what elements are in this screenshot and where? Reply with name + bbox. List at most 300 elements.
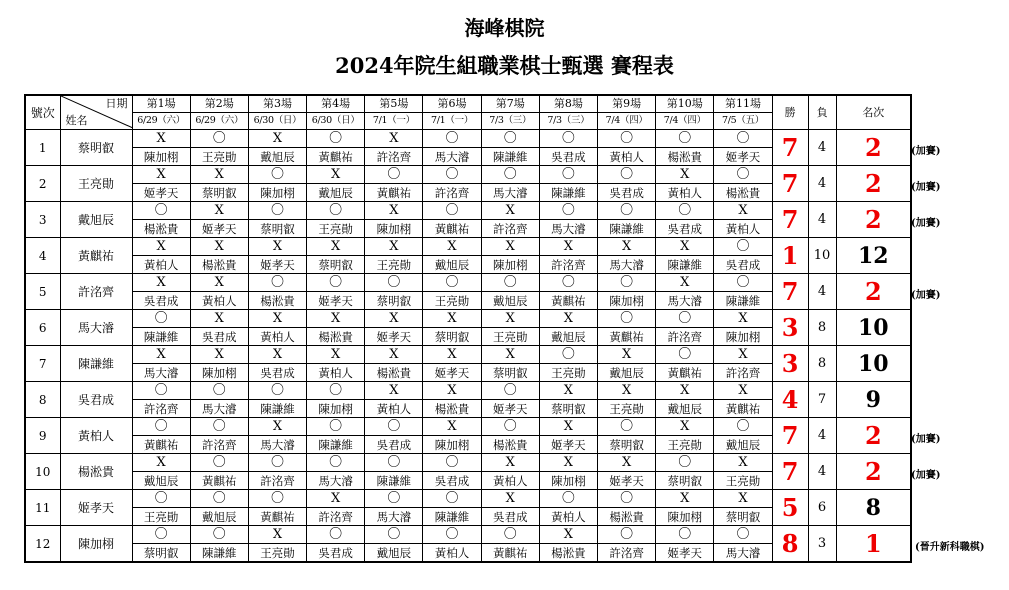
- opponent-name: 陳謙維: [248, 400, 306, 418]
- opponent-name: 王亮勛: [132, 508, 190, 526]
- opponent-name: 黃柏人: [656, 184, 714, 202]
- opponent-name: 黃麒祐: [598, 328, 656, 346]
- game-result: X: [365, 238, 423, 256]
- opponent-name: 戴旭辰: [423, 256, 481, 274]
- date-label: 6/30（日）: [248, 113, 306, 130]
- game-result: X: [190, 346, 248, 364]
- opponent-name: 陳謙維: [656, 256, 714, 274]
- player-row: [25, 418, 911, 436]
- game-result: 〇: [656, 130, 714, 148]
- game-result: 〇: [190, 490, 248, 508]
- opponent-name: 許洺齊: [190, 436, 248, 454]
- player-name: 黃柏人: [60, 418, 132, 454]
- game-result: X: [598, 238, 656, 256]
- row-note: (加賽): [911, 217, 941, 229]
- opponent-name: 陳加栩: [132, 148, 190, 166]
- player-number: 8: [25, 382, 60, 418]
- game-result: 〇: [190, 454, 248, 472]
- opponent-name: 黃柏人: [481, 472, 539, 490]
- opponent-name: 黃柏人: [423, 544, 481, 563]
- game-result: X: [190, 274, 248, 292]
- game-result: 〇: [423, 274, 481, 292]
- opponent-name: 楊淞貴: [190, 256, 248, 274]
- opponent-name: 楊淞貴: [307, 328, 365, 346]
- player-name: 許洺齊: [60, 274, 132, 310]
- game-result: X: [539, 310, 597, 328]
- game-result: X: [656, 166, 714, 184]
- opponent-name: 楊淞貴: [132, 220, 190, 238]
- date-label: 7/3（三）: [481, 113, 539, 130]
- game-result: 〇: [307, 454, 365, 472]
- opponent-name: 王亮勛: [423, 292, 481, 310]
- player-name: 黃麒祐: [60, 238, 132, 274]
- game-result: 〇: [365, 454, 423, 472]
- game-result: X: [656, 238, 714, 256]
- game-result: X: [307, 490, 365, 508]
- game-result: 〇: [539, 346, 597, 364]
- wins-count: 3: [772, 346, 808, 382]
- game-result: 〇: [190, 526, 248, 544]
- wins-count: 4: [772, 382, 808, 418]
- game-result: 〇: [714, 166, 772, 184]
- opponent-name: 馬大濬: [539, 220, 597, 238]
- round-label: 第6場: [423, 95, 481, 113]
- game-result: X: [132, 238, 190, 256]
- header-date-name: [60, 95, 132, 130]
- opponent-name: 黃柏人: [365, 400, 423, 418]
- page-subtitle: 2024年院生組職業棋士甄選 賽程表: [335, 53, 674, 78]
- game-result: X: [656, 274, 714, 292]
- opponent-name: 陳加栩: [190, 364, 248, 382]
- opponent-name: 蔡明叡: [714, 508, 772, 526]
- row-note: (加賽): [911, 145, 941, 157]
- player-name: 楊淞貴: [60, 454, 132, 490]
- opponent-name: 戴旭辰: [190, 508, 248, 526]
- player-number: 10: [25, 454, 60, 490]
- opponent-name: 陳謙維: [307, 436, 365, 454]
- opponent-name: 吳君成: [714, 256, 772, 274]
- opponent-name: 馬大濬: [656, 292, 714, 310]
- rank-value: 2: [836, 418, 911, 454]
- opponent-name: 蔡明叡: [307, 256, 365, 274]
- opponent-name: 戴旭辰: [248, 148, 306, 166]
- opponent-name: 許洺齊: [132, 400, 190, 418]
- game-result: 〇: [539, 274, 597, 292]
- opponent-name: 陳加栩: [481, 256, 539, 274]
- game-result: X: [598, 382, 656, 400]
- player-row: [25, 130, 911, 148]
- game-result: X: [656, 418, 714, 436]
- game-result: X: [190, 202, 248, 220]
- game-result: 〇: [248, 382, 306, 400]
- player-name: 蔡明叡: [60, 130, 132, 166]
- header-wins: 勝: [772, 95, 808, 130]
- opponent-name: 吳君成: [132, 292, 190, 310]
- game-result: 〇: [190, 418, 248, 436]
- game-result: 〇: [248, 274, 306, 292]
- player-number: 11: [25, 490, 60, 526]
- game-result: X: [423, 310, 481, 328]
- game-result: 〇: [539, 166, 597, 184]
- game-result: X: [132, 274, 190, 292]
- game-result: 〇: [481, 130, 539, 148]
- opponent-name: 蔡明叡: [132, 544, 190, 563]
- player-number: 6: [25, 310, 60, 346]
- game-result: 〇: [248, 490, 306, 508]
- opponent-name: 許洺齊: [539, 256, 597, 274]
- game-result: 〇: [132, 490, 190, 508]
- player-row: [25, 202, 911, 220]
- game-result: 〇: [423, 166, 481, 184]
- round-label: 第5場: [365, 95, 423, 113]
- losses-count: 4: [808, 130, 836, 166]
- game-result: 〇: [132, 418, 190, 436]
- opponent-name: 戴旭辰: [598, 364, 656, 382]
- wins-count: 7: [772, 418, 808, 454]
- game-result: 〇: [307, 418, 365, 436]
- rank-value: 2: [836, 166, 911, 202]
- header-rank: 名次: [836, 95, 911, 130]
- game-result: 〇: [481, 382, 539, 400]
- game-result: X: [307, 346, 365, 364]
- opponent-name: 陳加栩: [539, 472, 597, 490]
- opponent-name: 馬大濬: [248, 436, 306, 454]
- opponent-name: 姬孝天: [714, 148, 772, 166]
- opponent-name: 楊淞貴: [365, 364, 423, 382]
- game-result: X: [598, 346, 656, 364]
- opponent-name: 王亮勛: [598, 400, 656, 418]
- opponent-name: 許洺齊: [365, 148, 423, 166]
- game-result: 〇: [307, 274, 365, 292]
- opponent-name: 黃柏人: [598, 148, 656, 166]
- opponent-name: 姬孝天: [481, 400, 539, 418]
- game-result: 〇: [598, 310, 656, 328]
- player-row: [25, 238, 911, 256]
- opponent-name: 蔡明叡: [539, 400, 597, 418]
- player-row: [25, 346, 911, 364]
- opponent-name: 黃柏人: [190, 292, 248, 310]
- rank-value: 2: [836, 454, 911, 490]
- game-result: X: [539, 454, 597, 472]
- game-result: X: [248, 526, 306, 544]
- game-result: 〇: [365, 166, 423, 184]
- rank-value: 2: [836, 130, 911, 166]
- game-result: 〇: [539, 490, 597, 508]
- opponent-name: 許洺齊: [423, 184, 481, 202]
- player-name: 戴旭辰: [60, 202, 132, 238]
- opponent-name: 許洺齊: [481, 220, 539, 238]
- round-label: 第11場: [714, 95, 772, 113]
- wins-count: 7: [772, 202, 808, 238]
- player-row: [25, 454, 911, 472]
- opponent-name: 姬孝天: [132, 184, 190, 202]
- game-result: X: [481, 490, 539, 508]
- game-result: 〇: [598, 130, 656, 148]
- opponent-name: 吳君成: [190, 328, 248, 346]
- row-note: (加賽): [911, 469, 941, 481]
- game-result: X: [714, 310, 772, 328]
- opponent-name: 王亮勛: [248, 544, 306, 563]
- opponent-name: 許洺齊: [307, 508, 365, 526]
- opponent-name: 陳加栩: [598, 292, 656, 310]
- header-name-label: 姓名: [65, 114, 88, 127]
- wins-count: 3: [772, 310, 808, 346]
- opponent-name: 黃麒祐: [307, 148, 365, 166]
- player-number: 2: [25, 166, 60, 202]
- game-result: X: [423, 418, 481, 436]
- round-label: 第4場: [307, 95, 365, 113]
- opponent-name: 姬孝天: [365, 328, 423, 346]
- opponent-name: 姬孝天: [248, 256, 306, 274]
- opponent-name: 姬孝天: [190, 220, 248, 238]
- game-result: X: [714, 382, 772, 400]
- game-result: X: [539, 526, 597, 544]
- game-result: X: [248, 346, 306, 364]
- opponent-name: 馬大濬: [190, 400, 248, 418]
- opponent-name: 黃麒祐: [714, 400, 772, 418]
- game-result: X: [132, 346, 190, 364]
- wins-count: 8: [772, 526, 808, 563]
- game-result: X: [714, 202, 772, 220]
- player-number: 7: [25, 346, 60, 382]
- round-label: 第10場: [656, 95, 714, 113]
- rank-value: 1: [836, 526, 911, 563]
- losses-count: 10: [808, 238, 836, 274]
- game-result: 〇: [190, 130, 248, 148]
- opponent-name: 王亮勛: [539, 364, 597, 382]
- game-result: 〇: [423, 526, 481, 544]
- round-label: 第9場: [598, 95, 656, 113]
- game-result: 〇: [307, 526, 365, 544]
- opponent-name: 陳謙維: [714, 292, 772, 310]
- round-label: 第1場: [132, 95, 190, 113]
- game-result: 〇: [656, 526, 714, 544]
- opponent-name: 陳加栩: [714, 328, 772, 346]
- opponent-name: 姬孝天: [307, 292, 365, 310]
- wins-count: 7: [772, 166, 808, 202]
- rank-value: 12: [836, 238, 911, 274]
- opponent-name: 蔡明叡: [598, 436, 656, 454]
- player-name: 陳謙維: [60, 346, 132, 382]
- wins-count: 1: [772, 238, 808, 274]
- opponent-name: 黃麒祐: [190, 472, 248, 490]
- date-label: 7/4（四）: [656, 113, 714, 130]
- game-result: X: [423, 346, 481, 364]
- rank-value: 10: [836, 310, 911, 346]
- opponent-name: 吳君成: [423, 472, 481, 490]
- losses-count: 4: [808, 274, 836, 310]
- opponent-name: 楊淞貴: [714, 184, 772, 202]
- game-result: X: [714, 490, 772, 508]
- wins-count: 5: [772, 490, 808, 526]
- game-result: X: [132, 166, 190, 184]
- game-result: X: [656, 490, 714, 508]
- opponent-name: 許洺齊: [248, 472, 306, 490]
- game-result: X: [365, 310, 423, 328]
- opponent-name: 吳君成: [365, 436, 423, 454]
- opponent-name: 陳謙維: [423, 508, 481, 526]
- schedule-table: [24, 94, 912, 563]
- row-note: (加賽): [911, 181, 941, 193]
- rank-value: 8: [836, 490, 911, 526]
- game-result: 〇: [714, 130, 772, 148]
- wins-count: 7: [772, 130, 808, 166]
- game-result: X: [248, 238, 306, 256]
- game-result: 〇: [656, 202, 714, 220]
- opponent-name: 蔡明叡: [365, 292, 423, 310]
- player-row: [25, 526, 911, 544]
- losses-count: 4: [808, 202, 836, 238]
- player-row: [25, 490, 911, 508]
- game-result: X: [481, 346, 539, 364]
- opponent-name: 戴旭辰: [307, 184, 365, 202]
- date-label: 6/30（日）: [307, 113, 365, 130]
- header-losses: 負: [808, 95, 836, 130]
- game-result: 〇: [598, 418, 656, 436]
- game-result: 〇: [132, 382, 190, 400]
- game-result: X: [714, 454, 772, 472]
- opponent-name: 楊淞貴: [539, 544, 597, 563]
- game-result: 〇: [307, 382, 365, 400]
- game-result: X: [365, 382, 423, 400]
- game-result: X: [190, 238, 248, 256]
- game-result: X: [481, 454, 539, 472]
- opponent-name: 王亮勛: [656, 436, 714, 454]
- opponent-name: 姬孝天: [656, 544, 714, 563]
- player-number: 3: [25, 202, 60, 238]
- opponent-name: 陳加栩: [307, 400, 365, 418]
- game-result: X: [423, 382, 481, 400]
- player-name: 吳君成: [60, 382, 132, 418]
- opponent-name: 蔡明叡: [481, 364, 539, 382]
- opponent-name: 吳君成: [307, 544, 365, 563]
- losses-count: 4: [808, 418, 836, 454]
- round-label: 第8場: [539, 95, 597, 113]
- date-label: 7/1（一）: [365, 113, 423, 130]
- opponent-name: 陳謙維: [132, 328, 190, 346]
- game-result: 〇: [423, 130, 481, 148]
- opponent-name: 許洺齊: [656, 328, 714, 346]
- opponent-name: 王亮勛: [481, 328, 539, 346]
- opponent-name: 馬大濬: [307, 472, 365, 490]
- date-label: 7/5（五）: [714, 113, 772, 130]
- game-result: 〇: [365, 418, 423, 436]
- player-row: [25, 166, 911, 184]
- game-result: X: [132, 454, 190, 472]
- game-result: X: [365, 130, 423, 148]
- game-result: X: [365, 346, 423, 364]
- game-result: 〇: [307, 130, 365, 148]
- rank-value: 9: [836, 382, 911, 418]
- game-result: 〇: [365, 274, 423, 292]
- game-result: X: [423, 238, 481, 256]
- opponent-name: 陳加栩: [423, 436, 481, 454]
- row-note: (加賽): [911, 433, 941, 445]
- game-result: 〇: [656, 454, 714, 472]
- row-note: (加賽): [911, 289, 941, 301]
- game-result: X: [481, 202, 539, 220]
- opponent-name: 蔡明叡: [656, 472, 714, 490]
- player-row: [25, 382, 911, 400]
- game-result: X: [307, 310, 365, 328]
- player-row: [25, 310, 911, 328]
- header-date-label: 日期: [105, 97, 128, 110]
- game-result: 〇: [248, 202, 306, 220]
- game-result: X: [539, 238, 597, 256]
- opponent-name: 戴旭辰: [714, 436, 772, 454]
- opponent-name: 黃柏人: [307, 364, 365, 382]
- opponent-name: 楊淞貴: [423, 400, 481, 418]
- opponent-name: 王亮勛: [307, 220, 365, 238]
- game-result: X: [714, 346, 772, 364]
- game-result: 〇: [132, 310, 190, 328]
- opponent-name: 許洺齊: [598, 544, 656, 563]
- opponent-name: 蔡明叡: [190, 184, 248, 202]
- opponent-name: 楊淞貴: [481, 436, 539, 454]
- player-name: 陳加栩: [60, 526, 132, 563]
- opponent-name: 黃柏人: [714, 220, 772, 238]
- opponent-name: 戴旭辰: [132, 472, 190, 490]
- game-result: 〇: [481, 274, 539, 292]
- game-result: X: [248, 130, 306, 148]
- opponent-name: 陳謙維: [481, 148, 539, 166]
- schedule-body: [25, 95, 911, 562]
- opponent-name: 黃柏人: [539, 508, 597, 526]
- rank-value: 2: [836, 202, 911, 238]
- opponent-name: 楊淞貴: [248, 292, 306, 310]
- opponent-name: 許洺齊: [714, 364, 772, 382]
- opponent-name: 陳謙維: [598, 220, 656, 238]
- opponent-name: 黃柏人: [132, 256, 190, 274]
- player-row: [25, 274, 911, 292]
- losses-count: 8: [808, 310, 836, 346]
- opponent-name: 吳君成: [539, 148, 597, 166]
- game-result: 〇: [714, 238, 772, 256]
- date-label: 7/1（一）: [423, 113, 481, 130]
- wins-count: 7: [772, 274, 808, 310]
- game-result: 〇: [248, 454, 306, 472]
- player-number: 1: [25, 130, 60, 166]
- opponent-name: 黃麒祐: [132, 436, 190, 454]
- game-result: 〇: [190, 382, 248, 400]
- game-result: 〇: [539, 202, 597, 220]
- game-result: X: [598, 454, 656, 472]
- game-result: 〇: [365, 526, 423, 544]
- game-result: 〇: [656, 310, 714, 328]
- game-result: 〇: [132, 526, 190, 544]
- game-result: 〇: [481, 166, 539, 184]
- game-result: 〇: [714, 274, 772, 292]
- opponent-name: 吳君成: [598, 184, 656, 202]
- game-result: X: [307, 166, 365, 184]
- game-result: X: [539, 382, 597, 400]
- opponent-name: 馬大濬: [714, 544, 772, 563]
- opponent-name: 楊淞貴: [598, 508, 656, 526]
- opponent-name: 王亮勛: [714, 472, 772, 490]
- date-label: 7/4（四）: [598, 113, 656, 130]
- rank-value: 10: [836, 346, 911, 382]
- opponent-name: 馬大濬: [598, 256, 656, 274]
- game-result: 〇: [248, 166, 306, 184]
- game-result: 〇: [598, 526, 656, 544]
- game-result: X: [248, 418, 306, 436]
- player-number: 12: [25, 526, 60, 563]
- losses-count: 4: [808, 454, 836, 490]
- opponent-name: 陳謙維: [365, 472, 423, 490]
- opponent-name: 黃麒祐: [481, 544, 539, 563]
- opponent-name: 黃麒祐: [248, 508, 306, 526]
- opponent-name: 蔡明叡: [248, 220, 306, 238]
